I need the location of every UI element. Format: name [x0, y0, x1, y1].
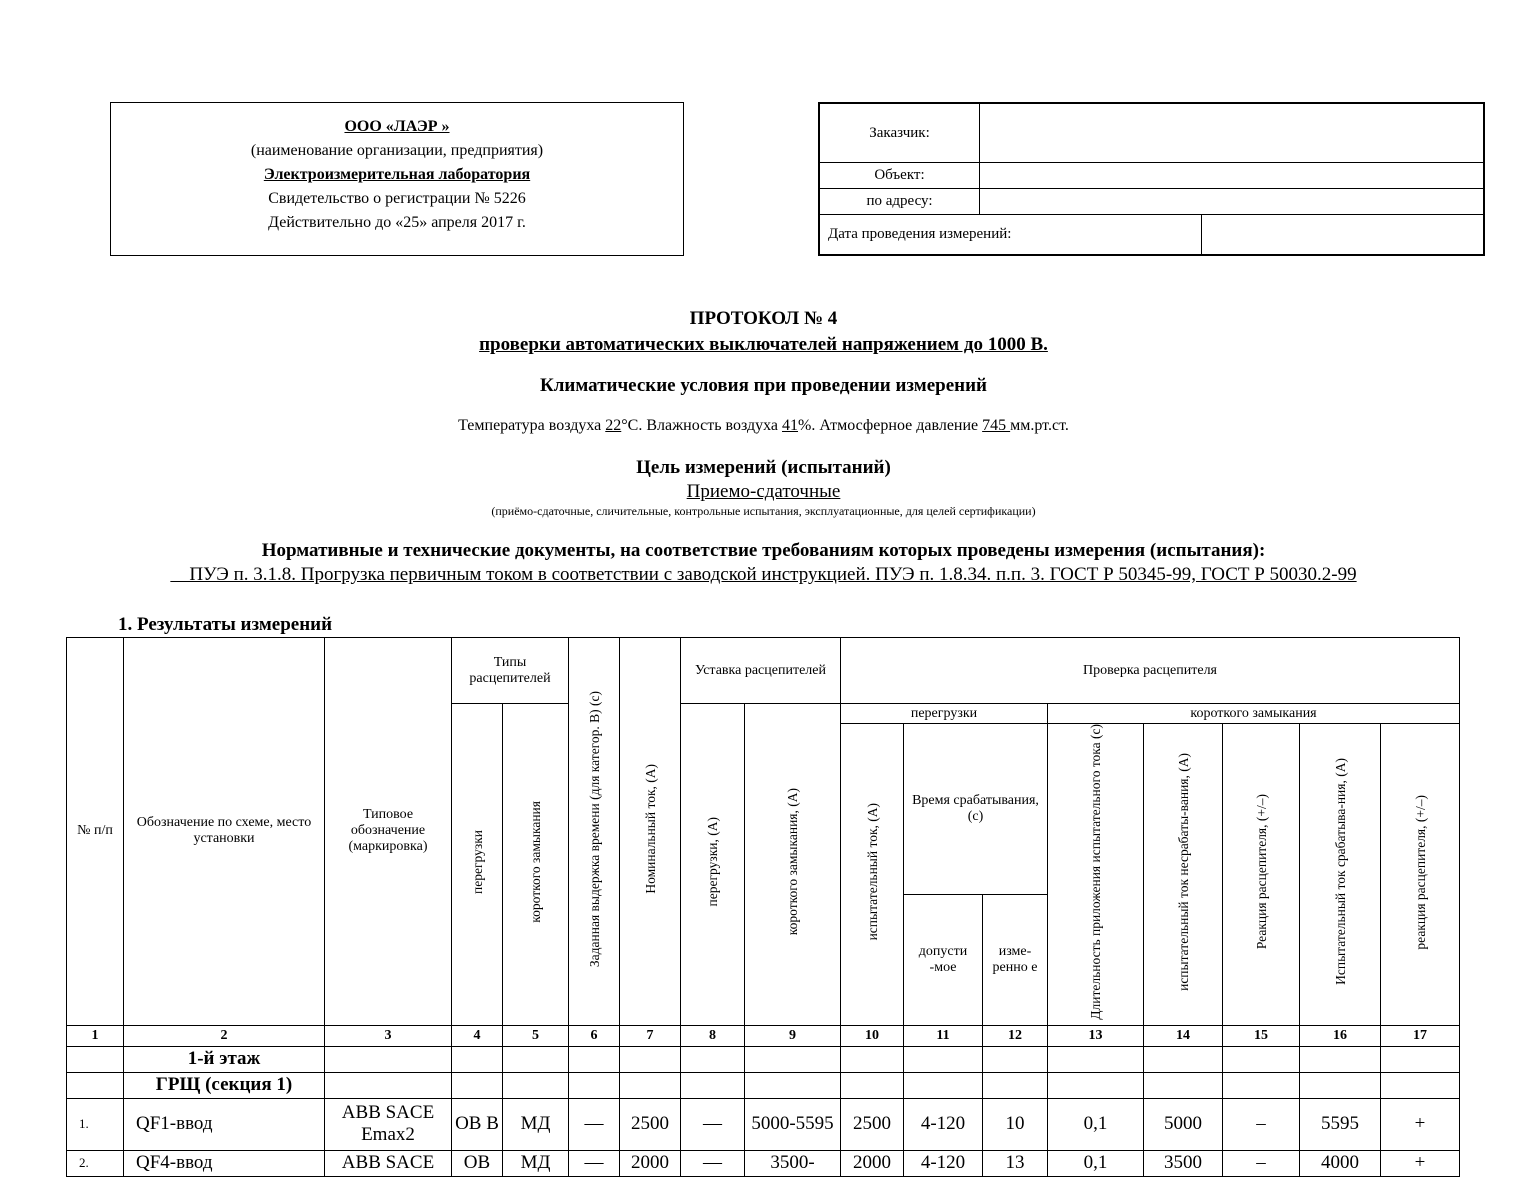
col-number: 16	[1300, 1025, 1381, 1046]
temp-value: 22	[605, 417, 622, 434]
col-number: 17	[1381, 1025, 1460, 1046]
row-allowed: 4-120	[904, 1098, 983, 1150]
header-reaction2	[1381, 724, 1460, 1026]
col-number: 6	[569, 1025, 620, 1046]
col-number: 7	[620, 1025, 681, 1046]
header-set-overload	[681, 704, 745, 1026]
header-overload	[452, 704, 503, 1026]
goal-caption: (приёмо-сдаточные, сличительные, контрольные испытания, эксплуатационные, для целей сертификации)	[491, 504, 1036, 518]
pressure-value: 745	[982, 417, 1011, 434]
col-number: 5	[503, 1025, 569, 1046]
row-set-short: 5000-5595	[745, 1098, 841, 1150]
docs-value: ПУЭ п. 3.1.8. Прогрузка первичным током в соответствии с заводской инструкцией. ПУЭ п. 1.8.34. п.п. 3. ГОСТ Р 50345-99, ГОСТ Р 50030.2-99	[170, 564, 1357, 585]
row-designation: QF4-ввод	[124, 1150, 325, 1176]
header-release-types: Типы расцепителей	[452, 638, 569, 704]
protocol-subject: проверки автоматических выключателей напряжением до 1000 В.	[479, 334, 1048, 355]
col-number: 9	[745, 1025, 841, 1046]
col-number: 14	[1144, 1025, 1223, 1046]
header-allowed: допусти -мое	[904, 895, 983, 1026]
row-trip: 4000	[1300, 1150, 1381, 1176]
date-label: Дата проведения измерений:	[820, 215, 1202, 255]
col-number: 8	[681, 1025, 745, 1046]
docs-heading: Нормативные и технические документы, на соответствие требованиям которых проведены измерения (испытания):	[261, 540, 1266, 561]
col-number: 13	[1048, 1025, 1144, 1046]
row-delay: —	[569, 1150, 620, 1176]
goal-heading: Цель измерений (испытаний)	[636, 457, 891, 478]
row-reaction1: –	[1223, 1150, 1300, 1176]
col-number: 4	[452, 1025, 503, 1046]
row-nominal: 2500	[620, 1098, 681, 1150]
protocol-title: ПРОТОКОЛ № 4	[689, 308, 838, 329]
header-test-current-text: испытательный ток, (А)	[864, 803, 880, 941]
floor-label: 1-й этаж	[124, 1046, 325, 1072]
row-set-overload: —	[681, 1150, 745, 1176]
header-measured: изме-ренно е	[983, 895, 1048, 1026]
row-designation: QF1-ввод	[124, 1098, 325, 1150]
col-number: 10	[841, 1025, 904, 1046]
temp-label: Температура воздуха	[458, 417, 606, 434]
goal-value: Приемо-сдаточные	[686, 481, 841, 502]
section-title: 1. Результаты измерений	[118, 614, 333, 635]
column-numbers-row	[67, 1025, 1460, 1046]
header-trip-current	[1300, 724, 1381, 1026]
climate-heading: Климатические условия при проведении измерений	[539, 375, 987, 396]
row-nontrip: 3500	[1144, 1150, 1223, 1176]
object-value	[980, 163, 1484, 189]
humidity-unit: %. Атмосферное давление	[798, 417, 983, 434]
address-value	[980, 189, 1484, 215]
panel-row	[67, 1072, 1460, 1098]
header-set-short	[745, 704, 841, 1026]
header-reaction1-text: Реакция расцепителя, (+/–)	[1253, 794, 1269, 950]
col-number: 1	[67, 1025, 124, 1046]
col-number: 3	[325, 1025, 452, 1046]
col-number: 2	[124, 1025, 325, 1046]
floor-row	[67, 1046, 1460, 1072]
org-name-caption: (наименование организации, предприятия)	[250, 142, 544, 159]
table-row	[67, 1150, 1460, 1176]
header-trip-time: Время срабатывания, (с)	[904, 724, 1048, 895]
row-measured: 13	[983, 1150, 1048, 1176]
row-type: ABB SACE	[325, 1150, 452, 1176]
header-num: № п/п	[67, 638, 124, 1026]
row-duration: 0,1	[1048, 1098, 1144, 1150]
row-short: МД	[503, 1150, 569, 1176]
row-reaction2: +	[1381, 1150, 1460, 1176]
header-nominal	[620, 638, 681, 1026]
header-short	[503, 704, 569, 1026]
organization-box	[110, 102, 684, 256]
customer-box	[818, 102, 1485, 256]
row-set-overload: —	[681, 1098, 745, 1150]
row-nontrip: 5000	[1144, 1098, 1223, 1150]
header-delay	[569, 638, 620, 1026]
row-reaction1: –	[1223, 1098, 1300, 1150]
pressure-unit: мм.рт.ст.	[1010, 417, 1069, 434]
row-test-current: 2500	[841, 1098, 904, 1150]
row-reaction2: +	[1381, 1098, 1460, 1150]
header-chk-overload: перегрузки	[841, 704, 1048, 724]
header-designation: Обозначение по схеме, место установки	[124, 638, 325, 1026]
header-test-current	[841, 724, 904, 1026]
table-row	[67, 1098, 1460, 1150]
header-set-overload-text: перегрузки, (А)	[705, 817, 720, 907]
row-trip: 5595	[1300, 1098, 1381, 1150]
row-set-short: 3500-	[745, 1150, 841, 1176]
header-set-short-text: короткого замыкания, (А)	[785, 788, 800, 936]
header-duration	[1048, 724, 1144, 1026]
header-reaction1	[1223, 724, 1300, 1026]
header-nontrip-current-text: испытательный ток несрабаты-вания, (А)	[1175, 752, 1191, 991]
row-allowed: 4-120	[904, 1150, 983, 1176]
row-delay: —	[569, 1098, 620, 1150]
header-nominal-text: Номинальный ток, (А)	[642, 764, 658, 894]
temp-unit: °С. Влажность воздуха	[621, 417, 783, 434]
row-number: 2.	[67, 1150, 124, 1176]
row-overload: ОВ	[452, 1150, 503, 1176]
header-nontrip-current	[1144, 724, 1223, 1026]
header-short-text: короткого замыкания	[528, 800, 543, 923]
customer-value	[980, 104, 1484, 163]
header-setting: Уставка расцепителей	[681, 638, 841, 704]
header-type: Типовое обозначение (маркировка)	[325, 638, 452, 1026]
customer-label: Заказчик:	[820, 104, 980, 163]
header-reaction2-text: реакция расцепителя, (+/–)	[1412, 794, 1428, 950]
header-delay-text: Заданная выдержка времени (для категор. В) (с)	[586, 690, 602, 967]
row-overload: ОВ В	[452, 1098, 503, 1150]
panel-label: ГРЩ (секция 1)	[124, 1072, 325, 1098]
row-type: ABB SACE Emax2	[325, 1098, 452, 1150]
header-overload-text: перегрузки	[469, 829, 485, 894]
header-duration-text: Длительность приложения испытательного тока (с)	[1088, 724, 1103, 1020]
org-name: ООО «ЛАЭР »	[344, 118, 450, 135]
climate-values	[0, 417, 1527, 435]
row-duration: 0,1	[1048, 1150, 1144, 1176]
row-measured: 10	[983, 1098, 1048, 1150]
col-number: 15	[1223, 1025, 1300, 1046]
results-table	[66, 637, 1460, 1177]
col-number: 11	[904, 1025, 983, 1046]
lab-name: Электроизмерительная лаборатория	[263, 166, 531, 183]
header-chk-short: короткого замыкания	[1048, 704, 1460, 724]
col-number: 12	[983, 1025, 1048, 1046]
row-short: МД	[503, 1098, 569, 1150]
header-check: Проверка расцепителя	[841, 638, 1460, 704]
object-label: Объект:	[820, 163, 980, 189]
valid-until: Действительно до «25» апреля 2017 г.	[268, 214, 526, 231]
header-trip-current-text: Испытательный ток срабатыва-ния, (А)	[1332, 758, 1348, 986]
row-test-current: 2000	[841, 1150, 904, 1176]
row-number: 1.	[67, 1098, 124, 1150]
registration-certificate: Свидетельство о регистрации № 5226	[268, 190, 526, 207]
humidity-value: 41	[782, 417, 799, 434]
date-value	[1202, 215, 1484, 255]
row-nominal: 2000	[620, 1150, 681, 1176]
address-label: по адресу:	[820, 189, 980, 215]
